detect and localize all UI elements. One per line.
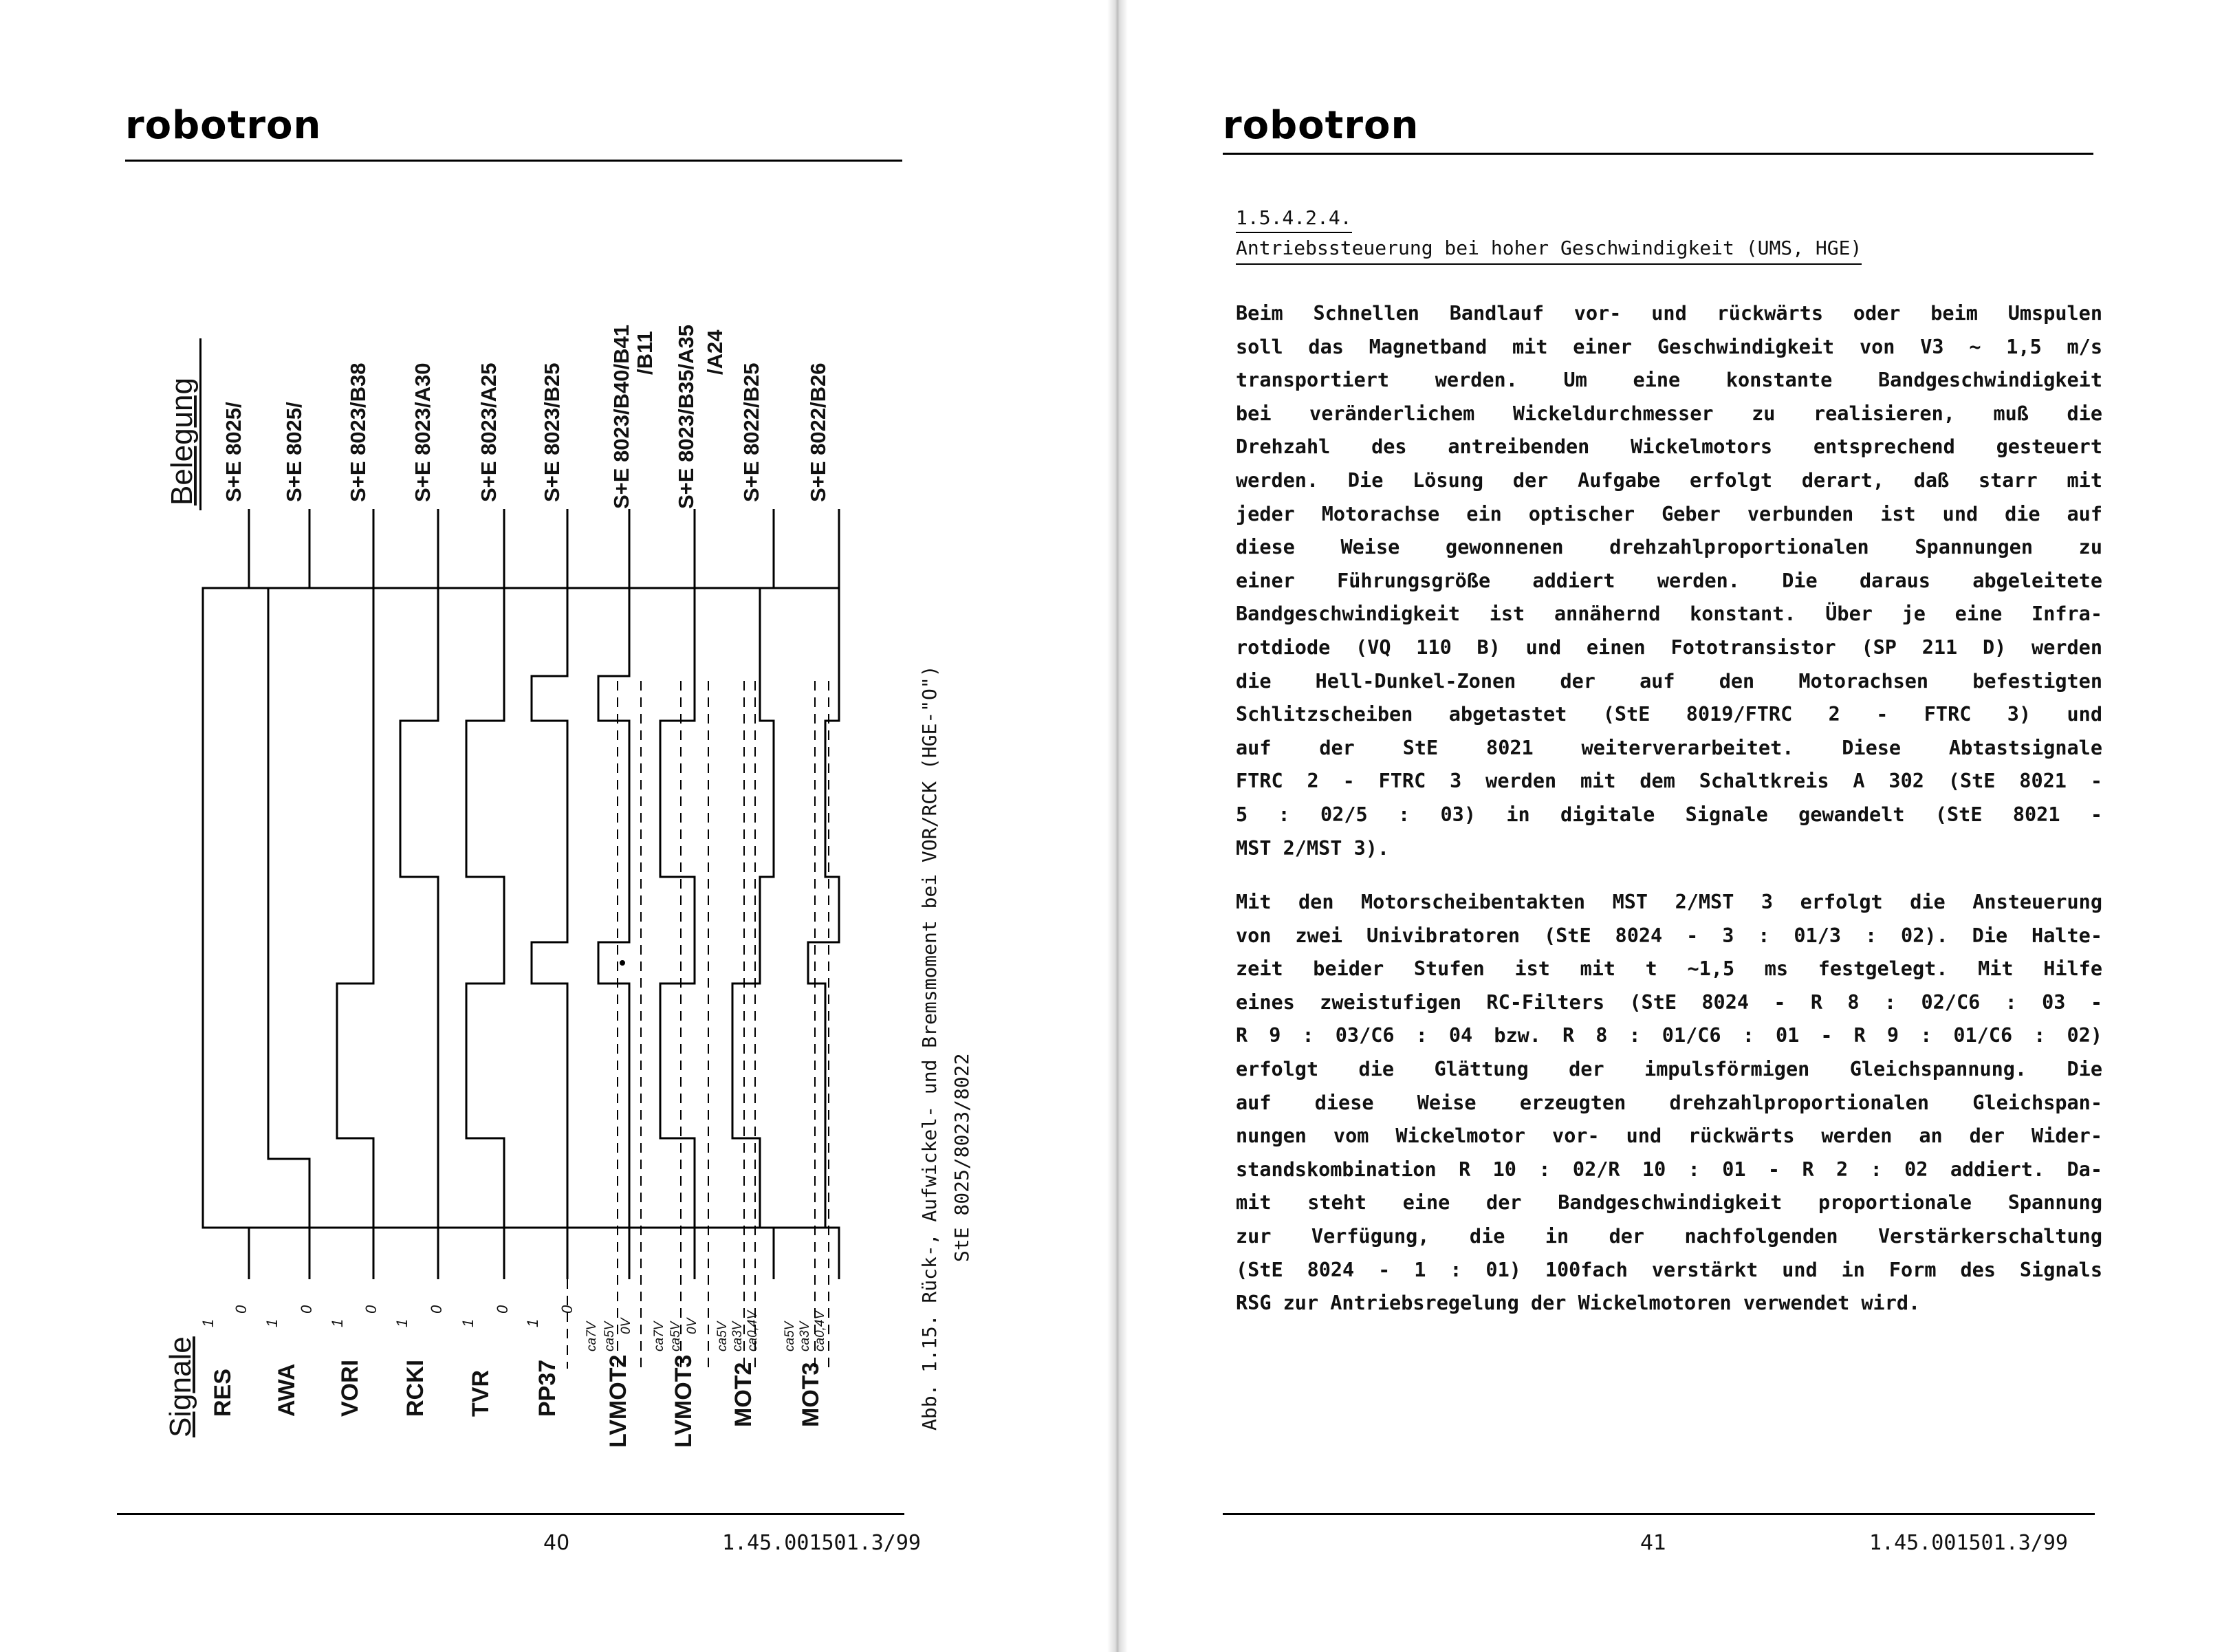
level-lvmot3-c: 0V xyxy=(685,1318,699,1334)
level-mot2-c: ca0,4V xyxy=(745,1310,760,1351)
level-res-1: 1 xyxy=(199,1318,217,1327)
p2-line: zur Verfügung, die in der nachfolgenden Verstärkerschaltung xyxy=(1236,1224,2102,1248)
assignment-mot3: S+E 8022/B26 xyxy=(806,362,830,502)
p2-line: erfolgt die Glättung der impulsförmigen Gleichspannung. Die xyxy=(1236,1057,2102,1080)
footer-rule xyxy=(117,1513,904,1515)
header-rule-right xyxy=(1223,153,2093,155)
level-mot2-a: ca5V xyxy=(715,1321,730,1351)
p1-line: transportiert werden. Um eine konstante Bandgeschwindigkeit xyxy=(1236,369,2102,392)
level-pp37-1: 1 xyxy=(524,1318,541,1327)
p1-line: Beim Schnellen Bandlauf vor- und rückwärts oder beim Umspulen xyxy=(1236,302,2102,325)
section-title: Antriebssteuerung bei hoher Geschwindigkeit (UMS, HGE) xyxy=(1236,237,1862,259)
p2-line: zeit beider Stufen ist mit t ~1,5 ms festgelegt. Mit Hilfe xyxy=(1236,957,2102,981)
rcki-wave xyxy=(400,588,438,1279)
level-awa-0: 0 xyxy=(298,1305,315,1314)
level-lvmot2-a: ca7V xyxy=(585,1321,599,1351)
signal-mot2: MOT2 xyxy=(730,1362,756,1427)
p1-line: soll das Magnetband mit einer Geschwindigkeit von V3 ~ 1,5 m/s xyxy=(1236,335,2102,358)
p1-line: FTRC 2 - FTRC 3 werden mit dem Schaltkreis A 302 (StE 8021 - xyxy=(1236,770,2102,793)
level-tvr-1: 1 xyxy=(459,1318,477,1327)
assignment-lvmot3: S+E 8023/B35/A35 xyxy=(674,325,698,509)
signal-mot3: MOT3 xyxy=(798,1362,824,1427)
signal-rcki: RCKI xyxy=(402,1359,428,1417)
level-lvmot3-a: ca7V xyxy=(652,1321,666,1351)
p1-line: die Hell-Dunkel-Zonen der auf den Motorachsen befestigten xyxy=(1236,669,2102,693)
assignment-rcki: S+E 8023/A30 xyxy=(411,362,435,502)
robotron-logo-right: robotron xyxy=(1223,103,1419,148)
level-rcki-1: 1 xyxy=(393,1318,411,1327)
level-awa-1: 1 xyxy=(263,1318,281,1327)
level-tvr-0: 0 xyxy=(494,1305,511,1314)
section-number: 1.5.4.2.4. xyxy=(1236,206,1352,229)
signal-res: RES xyxy=(210,1369,236,1417)
mot3-wave xyxy=(808,588,839,1279)
p1-line: Schlitzscheiben abgetastet (StE 8019/FTRC 2 - FTRC 3) und xyxy=(1236,703,2102,726)
p1-line: Bandgeschwindigkeit ist annähernd konstant. Über je eine Infra- xyxy=(1236,602,2102,626)
assignment-lvmot2: S+E 8023/B40/B41 xyxy=(609,325,633,509)
signal-vori: VORI xyxy=(337,1359,363,1417)
document-code-right: 1.45.001501.3/99 xyxy=(1869,1531,2068,1555)
assign-header: Belegung xyxy=(165,378,199,506)
signals-header: Signale xyxy=(164,1336,197,1437)
timing-diagram xyxy=(0,0,1107,1652)
assignment-mot2: S+E 8022/B25 xyxy=(739,362,763,502)
paragraph-2 xyxy=(1236,886,2102,1320)
p1-line: bei veränderlichem Wickeldurchmesser zu realisieren, muß die xyxy=(1236,402,2102,425)
p2-line: Mit den Motorscheibentakten MST 2/MST 3 erfolgt die Ansteuerung xyxy=(1236,891,2102,913)
book-gutter xyxy=(1107,0,1128,1652)
figure-caption-line2: StE 8025/8023/8022 xyxy=(950,1053,973,1262)
res-wave xyxy=(203,588,249,1279)
p2-line: nungen vom Wickelmotor vor- und rückwärts werden an der Wider- xyxy=(1236,1124,2102,1148)
p1-line: rotdiode (VQ 110 B) und einen Fototransistor (SP 211 D) werden xyxy=(1236,635,2102,659)
assignment-lvmot3-extra: /A24 xyxy=(703,329,727,375)
p1-line: Drehzahl des antreibenden Wickelmotors entsprechend gesteuert xyxy=(1236,435,2102,459)
paragraph-1 xyxy=(1236,297,2102,865)
level-vori-1: 1 xyxy=(329,1318,346,1327)
awa-wave xyxy=(268,588,309,1279)
assignment-vori: S+E 8023/B38 xyxy=(346,362,370,502)
level-mot3-c: ca0,4V xyxy=(813,1310,827,1351)
p1-line: MST 2/MST 3). xyxy=(1236,836,1390,860)
tvr-wave xyxy=(466,588,504,1279)
document-code: 1.45.001501.3/99 xyxy=(722,1531,921,1555)
level-pp37-0: 0 xyxy=(558,1305,576,1314)
p1-line: 5 : 02/5 : 03) in digitale Signale gewandelt (StE 8021 - xyxy=(1236,803,2102,826)
p2-line: R 9 : 03/C6 : 04 bzw. R 8 : 01/C6 : 01 - R 9 : 01/C6 : 02) xyxy=(1236,1024,2102,1047)
vori-wave xyxy=(337,588,373,1279)
p2-line: auf diese Weise erzeugten drehzahlproportionalen Gleichspan- xyxy=(1236,1091,2102,1114)
level-lvmot3-b: ca5V xyxy=(668,1321,683,1351)
assignment-awa: S+E 8025/ xyxy=(282,402,306,502)
robotron-logo: robotron xyxy=(125,103,322,148)
marker-dot xyxy=(620,960,625,966)
signal-lvmot3: LVMOT3 xyxy=(671,1354,697,1448)
lvmot3-wave xyxy=(660,588,695,1279)
signal-pp37: PP37 xyxy=(534,1359,560,1417)
level-lvmot2-c: 0V xyxy=(619,1318,633,1334)
assignment-tvr: S+E 8023/A25 xyxy=(477,362,501,502)
p1-line: werden. Die Lösung der Aufgabe erfolgt derart, daß starr mit xyxy=(1236,468,2102,492)
page-number-right: 41 xyxy=(1640,1531,1667,1555)
assignment-lvmot2-extra: /B11 xyxy=(633,331,657,375)
page-number: 40 xyxy=(543,1531,570,1555)
footer-rule-right xyxy=(1223,1513,2095,1515)
p1-line: einer Führungsgröße addiert werden. Die daraus abgeleitete xyxy=(1236,569,2102,592)
signal-lvmot2: LVMOT2 xyxy=(605,1354,631,1448)
level-rcki-0: 0 xyxy=(428,1305,445,1314)
signal-tvr: TVR xyxy=(468,1370,494,1417)
level-res-0: 0 xyxy=(232,1305,250,1314)
mot2-wave xyxy=(732,588,774,1279)
p2-line: mit steht eine der Bandgeschwindigkeit proportionale Spannung xyxy=(1236,1191,2102,1215)
left-page xyxy=(0,0,1107,1652)
level-vori-0: 0 xyxy=(362,1305,380,1314)
level-lvmot2-b: ca5V xyxy=(602,1321,617,1351)
p2-line: standskombination R 10 : 02/R 10 : 01 - R 2 : 02 addiert. Da- xyxy=(1236,1158,2102,1181)
p1-line: auf der StE 8021 weiterverarbeitet. Diese Abtastsignale xyxy=(1236,736,2102,759)
pp37-wave xyxy=(532,588,567,1279)
p2-line: eines zweistufigen RC-Filters (StE 8024 - R 8 : 02/C6 : 03 - xyxy=(1236,990,2102,1014)
figure-caption-line1: Abb. 1.15. Rück-, Aufwickel- und Bremsmoment bei VOR/RCK (HGE-"O") xyxy=(918,665,941,1431)
level-mot3-a: ca5V xyxy=(783,1321,797,1351)
p2-line: RSG zur Antriebsregelung der Wickelmotoren verwendet wird. xyxy=(1236,1292,1921,1315)
signal-awa: AWA xyxy=(274,1363,300,1417)
level-mot3-b: ca3V xyxy=(798,1321,812,1351)
p2-line: von zwei Univibratoren (StE 8024 - 3 : 01/3 : 02). Die Halte- xyxy=(1236,924,2102,947)
p1-line: diese Weise gewonnenen drehzahlproportionalen Spannungen zu xyxy=(1236,536,2102,559)
assignment-res: S+E 8025/ xyxy=(221,402,246,502)
p1-line: jeder Motorachse ein optischer Geber verbunden ist und die auf xyxy=(1236,502,2102,525)
level-mot2-b: ca3V xyxy=(730,1321,745,1351)
lvmot2-wave xyxy=(598,588,629,1279)
assignment-pp37: S+E 8023/B25 xyxy=(540,362,564,502)
p2-line: (StE 8024 - 1 : 01) 100fach verstärkt und in Form des Signals xyxy=(1236,1258,2102,1281)
waveform-area xyxy=(0,0,1107,1652)
